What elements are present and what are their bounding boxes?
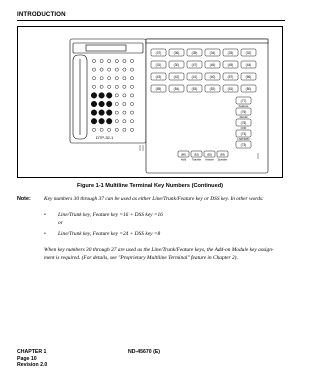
bottom-key-caption: Hold bbox=[180, 158, 187, 162]
phone-illustration bbox=[18, 27, 284, 179]
svg-text:(43): (43) bbox=[155, 75, 162, 79]
dial-key-icon bbox=[123, 59, 126, 62]
dial-key-icon bbox=[108, 68, 111, 71]
dial-key-icon bbox=[100, 85, 103, 88]
dial-key-icon bbox=[92, 85, 95, 88]
note-paragraph-line-1: When key numbers 30 through 37 are used as the Line/Trunk/Feature keys, the Add-on Module key assign- bbox=[44, 247, 274, 253]
dial-key-icon bbox=[130, 128, 133, 131]
dial-key-icon bbox=[123, 102, 126, 105]
footer-left bbox=[17, 349, 47, 369]
dial-key-icon bbox=[91, 101, 97, 107]
line-key bbox=[205, 61, 220, 68]
dial-key-icon bbox=[115, 68, 118, 71]
dial-key-icon bbox=[115, 59, 118, 62]
svg-text:(34): (34) bbox=[209, 51, 216, 55]
dial-key-icon bbox=[130, 59, 133, 62]
svg-text:(55): (55) bbox=[155, 87, 162, 91]
dial-key-icon bbox=[108, 77, 111, 80]
svg-text:(30): (30) bbox=[173, 63, 180, 67]
dial-key-icon bbox=[130, 94, 133, 97]
line-key bbox=[169, 73, 184, 80]
dial-key-icon bbox=[108, 59, 111, 62]
dial-key-icon bbox=[123, 85, 126, 88]
svg-text:(82): (82) bbox=[206, 152, 213, 157]
line-key bbox=[241, 61, 256, 68]
dial-key-icon bbox=[123, 120, 126, 123]
side-key bbox=[236, 130, 251, 141]
dial-key-icon bbox=[130, 111, 133, 114]
side-key-caption: CNF bbox=[240, 126, 247, 131]
side-key-caption: Recall bbox=[239, 115, 248, 120]
dial-key-icon bbox=[108, 128, 111, 131]
bottom-key bbox=[217, 151, 228, 162]
svg-text:(83): (83) bbox=[219, 152, 226, 157]
line-key bbox=[205, 49, 220, 56]
dial-key-icon bbox=[115, 102, 118, 105]
dial-key-icon bbox=[106, 118, 112, 124]
dial-key-icon bbox=[106, 93, 112, 99]
svg-text:(33): (33) bbox=[227, 51, 234, 55]
line-key bbox=[223, 49, 238, 56]
side-key-caption: Feature bbox=[238, 104, 249, 109]
dial-key-icon bbox=[99, 101, 105, 107]
dial-key-icon bbox=[99, 93, 105, 99]
dial-key-icon bbox=[91, 93, 97, 99]
dial-key-icon bbox=[108, 85, 111, 88]
side-key bbox=[236, 141, 251, 148]
side-key-caption: LNR/SPD bbox=[237, 137, 250, 142]
svg-text:(46): (46) bbox=[209, 63, 216, 67]
dial-key-icon bbox=[115, 120, 118, 123]
dial-key-icon bbox=[99, 110, 105, 116]
dial-key-icon bbox=[130, 85, 133, 88]
svg-text:(56): (56) bbox=[245, 75, 252, 79]
svg-text:(74): (74) bbox=[240, 132, 247, 136]
figure-frame bbox=[17, 26, 283, 178]
dial-key-icon bbox=[100, 59, 103, 62]
dial-key-icon bbox=[92, 68, 95, 71]
line-key bbox=[169, 49, 184, 56]
dial-key-icon bbox=[100, 128, 103, 131]
line-key bbox=[223, 85, 238, 92]
svg-text:(77): (77) bbox=[240, 99, 247, 103]
page-header-title: INTRODUCTION bbox=[17, 11, 66, 18]
phone-body bbox=[70, 39, 146, 143]
dial-key-icon bbox=[130, 120, 133, 123]
line-key bbox=[169, 61, 184, 68]
dial-key-icon bbox=[106, 110, 112, 116]
dial-key-icon bbox=[123, 77, 126, 80]
dial-key-icon bbox=[92, 77, 95, 80]
line-key bbox=[187, 85, 202, 92]
footer-chapter: CHAPTER 1 bbox=[17, 349, 47, 355]
bottom-key-caption: Transfer bbox=[191, 158, 202, 162]
line-key bbox=[187, 49, 202, 56]
svg-text:(76): (76) bbox=[240, 110, 247, 114]
dial-key-icon bbox=[92, 59, 95, 62]
figure-caption: Figure 1-1 Multiline Terminal Key Numbers (Continued) bbox=[77, 183, 223, 189]
svg-text:(37): (37) bbox=[155, 51, 162, 55]
dial-key-icon bbox=[91, 110, 97, 116]
dial-key-icon bbox=[123, 111, 126, 114]
dial-key-icon bbox=[99, 118, 105, 124]
line-key bbox=[241, 85, 256, 92]
svg-text:(51): (51) bbox=[227, 87, 234, 91]
line-key bbox=[241, 73, 256, 80]
svg-text:(52): (52) bbox=[209, 87, 216, 91]
svg-text:(54): (54) bbox=[173, 87, 180, 91]
svg-text:(40): (40) bbox=[209, 75, 216, 79]
line-key bbox=[223, 73, 238, 80]
bottom-key bbox=[191, 151, 202, 162]
dial-key-icon bbox=[115, 111, 118, 114]
line-key bbox=[151, 61, 166, 68]
svg-text:(45): (45) bbox=[227, 63, 234, 67]
svg-text:(47): (47) bbox=[191, 63, 198, 67]
line-key bbox=[223, 61, 238, 68]
header-rule bbox=[17, 20, 285, 21]
dial-key-icon bbox=[130, 77, 133, 80]
note-text: Key numbers 30 through 37 can be used as either Line/Trunk/Feature key or DSS key. In other words: bbox=[44, 196, 264, 202]
line-key bbox=[187, 61, 202, 68]
bottom-key-caption: Answer bbox=[205, 158, 214, 162]
line-key bbox=[187, 73, 202, 80]
phone-model-label: DTP-32-1 bbox=[96, 135, 114, 140]
footer-doc-number: ND-45670 (E) bbox=[128, 349, 161, 355]
bottom-key bbox=[204, 151, 215, 162]
svg-text:(44): (44) bbox=[245, 63, 252, 67]
svg-text:(81): (81) bbox=[193, 152, 200, 157]
dial-key-icon bbox=[123, 94, 126, 97]
dial-key-icon bbox=[106, 101, 112, 107]
footer-page: Page 10 bbox=[17, 355, 37, 362]
dial-key-icon bbox=[115, 85, 118, 88]
line-key bbox=[205, 73, 220, 80]
bullet-text: Line/Trunk key, Feature key =16 + DSS key =16 bbox=[58, 212, 163, 218]
svg-text:(75): (75) bbox=[240, 121, 247, 125]
dial-key-icon bbox=[130, 102, 133, 105]
dial-key-icon bbox=[92, 128, 95, 131]
or-text: or bbox=[58, 220, 63, 226]
svg-text:(35): (35) bbox=[191, 51, 198, 55]
dial-key-icon bbox=[115, 128, 118, 131]
dial-key-icon bbox=[123, 128, 126, 131]
svg-text:(42): (42) bbox=[173, 75, 180, 79]
bottom-key-caption: Speaker bbox=[217, 158, 228, 162]
svg-text:(31): (31) bbox=[155, 63, 162, 67]
bullet-text: Line/Trunk key, Feature key =24 + DSS key =8 bbox=[58, 231, 161, 237]
line-key bbox=[241, 49, 256, 56]
line-key bbox=[151, 49, 166, 56]
note-label: Note: bbox=[17, 196, 31, 202]
line-key bbox=[205, 85, 220, 92]
dial-key-icon bbox=[100, 77, 103, 80]
dial-key-icon bbox=[91, 118, 97, 124]
svg-text:(57): (57) bbox=[227, 75, 234, 79]
bullet-dot-icon: • bbox=[44, 212, 46, 218]
dial-key-icon bbox=[130, 68, 133, 71]
svg-text:(50): (50) bbox=[245, 87, 252, 91]
svg-text:(73): (73) bbox=[240, 143, 247, 147]
svg-text:(53): (53) bbox=[191, 87, 198, 91]
dial-key-icon bbox=[115, 77, 118, 80]
svg-text:(80): (80) bbox=[180, 152, 187, 157]
svg-text:(32): (32) bbox=[245, 51, 252, 55]
bullet-dot-icon: • bbox=[44, 231, 46, 237]
line-key bbox=[151, 73, 166, 80]
dial-key-icon bbox=[100, 68, 103, 71]
dial-key-icon bbox=[123, 68, 126, 71]
svg-text:(41): (41) bbox=[191, 75, 198, 79]
svg-text:(36): (36) bbox=[173, 51, 180, 55]
dial-key-icon bbox=[115, 94, 118, 97]
line-key bbox=[169, 85, 184, 92]
note-paragraph-line-2: ment is required. (For details, see "Proprietary Multiline Terminal" feature in Chapter 2). bbox=[44, 255, 238, 261]
footer-revision: Revision 2.0 bbox=[17, 362, 48, 369]
line-key bbox=[151, 85, 166, 92]
